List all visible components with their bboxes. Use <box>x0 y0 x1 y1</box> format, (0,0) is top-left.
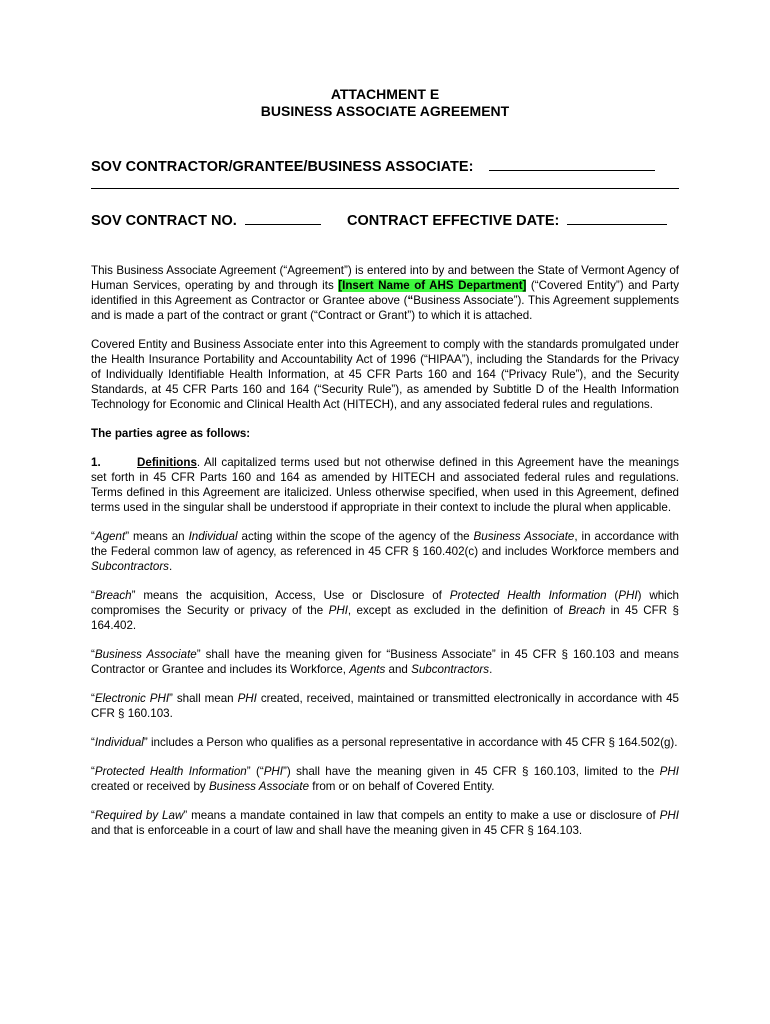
text: ” means the acquisition, Access, Use or Disclosure of <box>131 589 450 602</box>
definitions-section <box>91 455 679 515</box>
intro-text: This Business Associate Agreement (“Agreement”) is entered into by and between the State of Vermont Agency of Human Services, operating by and through its <box>91 264 679 292</box>
effective-date-blank <box>567 210 667 225</box>
term-ref: PHI <box>659 765 679 778</box>
parties-heading: The parties agree as follows: <box>91 427 251 440</box>
term: Protected Health Information <box>94 765 247 778</box>
text: . <box>489 663 493 676</box>
term: Electronic PHI <box>94 692 170 705</box>
term: Breach <box>94 589 132 602</box>
term-ref: PHI <box>659 809 679 822</box>
term-ref: Business Associate <box>473 530 575 543</box>
associate-label: SOV CONTRACTOR/GRANTEE/BUSINESS ASSOCIATE: <box>91 159 474 175</box>
contract-no-blank <box>245 210 321 225</box>
definition-individual: “Individual” includes a Person who qualifies as a personal representative in accordance with 45 CFR § 164.502(g). <box>91 736 678 749</box>
section-number: 1. <box>91 456 101 469</box>
text: ” means an <box>125 530 189 543</box>
associate-blank <box>489 156 655 171</box>
text: , in accordance with the Federal common law of agency, as referenced in 45 CFR § 160.402(c) and includes Workforce members and <box>91 530 679 558</box>
department-placeholder: [Insert Name of AHS Department] <box>338 279 527 292</box>
text: and <box>385 663 412 676</box>
term-ref: PHI <box>237 692 257 705</box>
intro-quote: “ <box>407 294 414 307</box>
hipaa-paragraph: Covered Entity and Business Associate enter into this Agreement to comply with the standards promulgated under the Health Insurance Portability and Accountability Act of 1996 (“HIPAA”), including the Standards for the Privacy of Individually Identifiable Health Information, at 45 CFR Parts 160 and 164 (“Privacy Rule”), and the Security Standards, at 45 CFR Parts 160 and 164 (“Security Rule”), as amended by Subtitle D of the Health Information Technology for Economic and Clinical Health Act (HITECH), and any associated federal rules and regulations. <box>91 338 679 411</box>
intro-text: Business Associate”). This Agreement supplements and is made a part of the contract or grant (“Contract or Grant”) to which it is attached. <box>91 294 679 322</box>
term-ref: Individual <box>188 530 238 543</box>
text: ( <box>606 589 619 602</box>
text: ” (“ <box>246 765 264 778</box>
intro-paragraph <box>91 263 679 323</box>
text: created or received by <box>91 780 209 793</box>
term: Individual <box>94 736 144 749</box>
associate-field-row <box>91 156 655 175</box>
term-ref: PHI <box>328 604 348 617</box>
term-ref: PHI <box>263 765 284 778</box>
definition-business-associate: “Business Associate” shall have the meaning given for “Business Associate” in 45 CFR § 160.103 and means Contractor or Grantee and includes its Workforce, Agents and Subcontractors. <box>91 648 679 676</box>
effective-date-row <box>347 210 667 229</box>
text: ”) shall have the meaning given in 45 CFR § 160.103, limited to the <box>283 765 660 778</box>
text: and that is enforceable in a court of law and shall have the meaning given in 45 CFR § 164.103. <box>91 824 583 837</box>
text: ” includes a Person who qualifies as a personal representative in accordance with 45 CFR § 164.502(g). <box>143 736 678 749</box>
text: acting within the scope of the agency of the <box>237 530 474 543</box>
section-heading: Definitions <box>137 456 197 469</box>
term: Required by Law <box>94 809 184 822</box>
text: in 45 CFR § 164.402. <box>91 604 679 632</box>
term-ref: Protected Health Information <box>449 589 607 602</box>
term-ref: Agents <box>349 663 386 676</box>
associate-blank-line <box>91 188 679 189</box>
term-ref: Subcontractors <box>91 560 169 573</box>
text: ” means a mandate contained in law that compels an entity to make a use or disclosure of <box>183 809 660 822</box>
definition-required-by-law: “Required by Law” means a mandate contained in law that compels an entity to make a use or disclosure of PHI and that is enforceable in a court of law and shall have the meaning given in 45 CFR § 164.103. <box>91 809 679 837</box>
text: , except as excluded in the definition of <box>347 604 569 617</box>
attachment-label: ATTACHMENT E <box>330 86 440 102</box>
term: Agent <box>94 530 126 543</box>
contract-no-row <box>91 210 321 229</box>
section-text: . All capitalized terms used but not otherwise defined in this Agreement have the meanings set forth in 45 CFR Parts 160 and 164 as amended by HITECH and associated federal rules and regulations. Terms defined in this Agreement are italicized. Unless otherwise specified, when used in this Agreement, defined terms used in the singular shall be understood if appropriate in their context to include the plural when applicable. <box>91 456 679 514</box>
agreement-body <box>91 263 679 852</box>
term-ref: Subcontractors <box>411 663 490 676</box>
text: from or on behalf of Covered Entity. <box>309 780 495 793</box>
definition-electronic-phi: “Electronic PHI” shall mean PHI created, received, maintained or transmitted electronically in accordance with 45 CFR § 160.103. <box>91 692 680 720</box>
term-ref: Breach <box>568 604 606 617</box>
intro-text: (“Covered Entity”) and Party identified in this Agreement as Contractor or Grantee above ( <box>91 279 679 307</box>
text: ” shall mean <box>169 692 238 705</box>
text: . <box>168 560 173 573</box>
definition-agent: “Agent” means an Individual acting within the scope of the agency of the Business Associate, in accordance with the Federal common law of agency, as referenced in 45 CFR § 160.402(c) and includes Workforce members and Subcontractors. <box>91 530 679 573</box>
document-title: BUSINESS ASSOCIATE AGREEMENT <box>260 103 510 119</box>
text: created, received, maintained or transmitted electronically in accordance with 45 CFR § 160.103. <box>91 692 680 720</box>
definition-phi: “Protected Health Information” (“PHI”) shall have the meaning given in 45 CFR § 160.103, limited to the PHI created or received by Business Associate from or on behalf of Covered Entity. <box>91 765 679 793</box>
term-ref: Business Associate <box>208 780 310 793</box>
effective-date-label: CONTRACT EFFECTIVE DATE: <box>347 213 560 229</box>
term-ref: PHI <box>618 589 638 602</box>
title-block <box>0 86 770 120</box>
text: ” shall have the meaning given for “Business Associate” in 45 CFR § 160.103 and means Contractor or Grantee and includes its Workforce, <box>91 648 679 676</box>
contract-no-label: SOV CONTRACT NO. <box>91 213 237 229</box>
term: Business Associate <box>94 648 197 661</box>
text: ) which compromises the Security or privacy of the <box>91 589 679 617</box>
definition-breach: “Breach” means the acquisition, Access, Use or Disclosure of Protected Health Information (PHI) which compromises the Security or privacy of the PHI, except as excluded in the definition of Breach in 45 CFR § 164.402. <box>91 589 679 632</box>
